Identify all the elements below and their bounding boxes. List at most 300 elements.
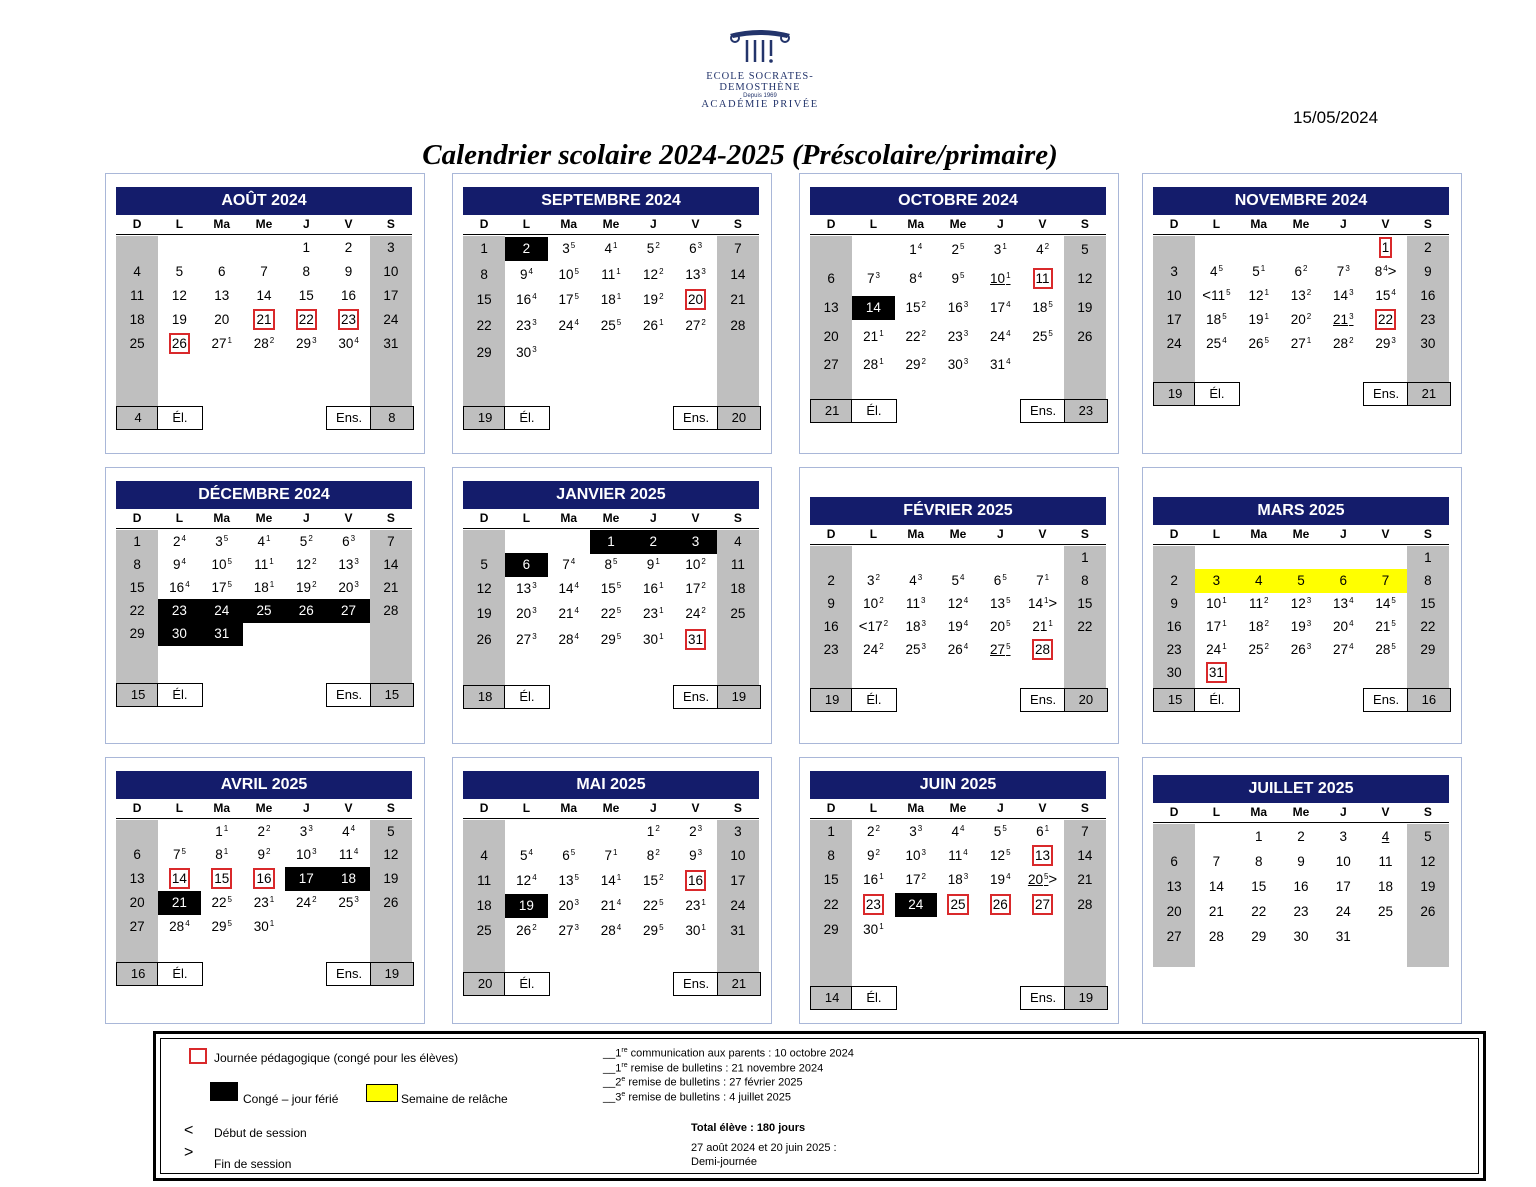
day-cell[interactable]: [1021, 325, 1063, 349]
day-cell[interactable]: [285, 236, 327, 260]
break-day[interactable]: [1322, 569, 1364, 593]
day-cell[interactable]: [158, 576, 200, 600]
day-cell[interactable]: [1407, 615, 1449, 639]
holiday-day[interactable]: [895, 893, 937, 917]
day-cell[interactable]: [505, 602, 547, 626]
day-cell[interactable]: [1322, 875, 1364, 899]
day-cell[interactable]: [979, 615, 1021, 639]
day-cell[interactable]: [1280, 850, 1322, 874]
day-cell[interactable]: [1280, 875, 1322, 899]
day-cell[interactable]: [1407, 546, 1449, 570]
day-cell[interactable]: [505, 628, 547, 652]
break-day[interactable]: [1195, 569, 1237, 593]
day-cell[interactable]: [370, 260, 412, 284]
day-cell[interactable]: [810, 893, 852, 917]
day-cell[interactable]: [1238, 308, 1280, 332]
day-cell[interactable]: [937, 267, 979, 291]
day-cell[interactable]: [158, 530, 200, 554]
day-cell[interactable]: [201, 915, 243, 939]
day-cell[interactable]: [895, 569, 937, 593]
day-cell[interactable]: [158, 260, 200, 284]
day-cell[interactable]: [979, 353, 1021, 377]
day-cell[interactable]: [810, 638, 852, 662]
day-cell[interactable]: [937, 844, 979, 868]
day-cell[interactable]: [674, 553, 716, 577]
day-cell[interactable]: [590, 577, 632, 601]
day-cell[interactable]: [370, 553, 412, 577]
day-cell[interactable]: [1407, 569, 1449, 593]
day-cell[interactable]: [1364, 260, 1406, 284]
day-cell[interactable]: [1364, 638, 1406, 662]
day-cell[interactable]: [1407, 900, 1449, 924]
day-cell[interactable]: [463, 628, 505, 652]
day-cell[interactable]: [937, 325, 979, 349]
holiday-day[interactable]: [674, 530, 716, 554]
day-cell[interactable]: [548, 919, 590, 943]
day-cell[interactable]: [327, 236, 369, 260]
pedagogical-day[interactable]: [674, 288, 716, 312]
day-cell[interactable]: [937, 868, 979, 892]
day-cell[interactable]: [1364, 850, 1406, 874]
day-cell[interactable]: [1153, 850, 1195, 874]
day-cell[interactable]: [1238, 284, 1280, 308]
day-cell[interactable]: [810, 820, 852, 844]
day-cell[interactable]: [158, 915, 200, 939]
day-cell[interactable]: [979, 820, 1021, 844]
day-cell[interactable]: [590, 628, 632, 652]
day-cell[interactable]: [327, 891, 369, 915]
day-cell[interactable]: [1064, 868, 1106, 892]
day-cell[interactable]: [1195, 592, 1237, 616]
day-cell[interactable]: [590, 869, 632, 893]
day-cell[interactable]: [548, 844, 590, 868]
day-cell[interactable]: [717, 237, 759, 261]
day-cell[interactable]: [895, 844, 937, 868]
pedagogical-day[interactable]: [243, 867, 285, 891]
holiday-day[interactable]: [243, 599, 285, 623]
day-cell[interactable]: [1021, 569, 1063, 593]
day-cell[interactable]: [201, 891, 243, 915]
day-cell[interactable]: [370, 599, 412, 623]
day-cell[interactable]: [937, 296, 979, 320]
day-cell[interactable]: [1407, 308, 1449, 332]
day-cell[interactable]: [505, 263, 547, 287]
day-cell[interactable]: [717, 314, 759, 338]
day-cell[interactable]: [285, 576, 327, 600]
day-cell[interactable]: [1064, 592, 1106, 616]
holiday-day[interactable]: [201, 599, 243, 623]
day-cell[interactable]: [717, 919, 759, 943]
day-cell[interactable]: [1238, 875, 1280, 899]
day-cell[interactable]: [717, 894, 759, 918]
day-cell[interactable]: [852, 325, 894, 349]
day-cell[interactable]: [1153, 661, 1195, 685]
day-cell[interactable]: [810, 296, 852, 320]
day-cell[interactable]: [979, 844, 1021, 868]
day-cell[interactable]: [1364, 332, 1406, 356]
day-cell[interactable]: [852, 868, 894, 892]
day-cell[interactable]: [810, 868, 852, 892]
day-cell[interactable]: [632, 894, 674, 918]
holiday-day[interactable]: [590, 530, 632, 554]
day-cell[interactable]: [1280, 825, 1322, 849]
day-cell[interactable]: [1195, 308, 1237, 332]
pedagogical-day[interactable]: [674, 628, 716, 652]
day-cell[interactable]: [548, 894, 590, 918]
day-cell[interactable]: [370, 332, 412, 356]
day-cell[interactable]: [243, 915, 285, 939]
day-cell[interactable]: [852, 638, 894, 662]
day-cell[interactable]: [201, 576, 243, 600]
day-cell[interactable]: [243, 891, 285, 915]
day-cell[interactable]: [116, 530, 158, 554]
day-cell[interactable]: [590, 237, 632, 261]
break-day[interactable]: [1238, 569, 1280, 593]
day-cell[interactable]: [1153, 284, 1195, 308]
pedagogical-day[interactable]: [243, 308, 285, 332]
day-cell[interactable]: [1407, 332, 1449, 356]
day-cell[interactable]: [1322, 638, 1364, 662]
day-cell[interactable]: [1280, 900, 1322, 924]
day-cell[interactable]: [674, 602, 716, 626]
day-cell[interactable]: [463, 237, 505, 261]
day-cell[interactable]: [1021, 615, 1063, 639]
pedagogical-day[interactable]: [1021, 267, 1063, 291]
day-cell[interactable]: [632, 263, 674, 287]
day-cell[interactable]: [370, 284, 412, 308]
pedagogical-day[interactable]: [1021, 893, 1063, 917]
day-cell[interactable]: [463, 341, 505, 365]
day-cell[interactable]: [116, 891, 158, 915]
day-cell[interactable]: [1064, 325, 1106, 349]
day-cell[interactable]: [1322, 615, 1364, 639]
day-cell[interactable]: [1407, 284, 1449, 308]
day-cell[interactable]: [1407, 592, 1449, 616]
holiday-day[interactable]: [327, 599, 369, 623]
day-cell[interactable]: [674, 263, 716, 287]
day-cell[interactable]: [243, 530, 285, 554]
day-cell[interactable]: [1280, 615, 1322, 639]
day-cell[interactable]: [717, 530, 759, 554]
day-cell[interactable]: [717, 820, 759, 844]
day-cell[interactable]: [937, 238, 979, 262]
day-cell[interactable]: [463, 602, 505, 626]
holiday-day[interactable]: [158, 599, 200, 623]
day-cell[interactable]: [810, 918, 852, 942]
day-cell[interactable]: [1364, 284, 1406, 308]
day-cell[interactable]: [852, 592, 894, 616]
day-cell[interactable]: [1364, 592, 1406, 616]
pedagogical-day[interactable]: [1195, 661, 1237, 685]
day-cell[interactable]: [852, 844, 894, 868]
day-cell[interactable]: [1153, 900, 1195, 924]
day-cell[interactable]: [1280, 592, 1322, 616]
day-cell[interactable]: [717, 288, 759, 312]
day-cell[interactable]: [548, 314, 590, 338]
day-cell[interactable]: [548, 602, 590, 626]
pedagogical-day[interactable]: [285, 308, 327, 332]
day-cell[interactable]: [1064, 844, 1106, 868]
holiday-day[interactable]: [505, 553, 547, 577]
day-cell[interactable]: [201, 553, 243, 577]
day-cell[interactable]: [1280, 308, 1322, 332]
day-cell[interactable]: [370, 867, 412, 891]
day-cell[interactable]: [1280, 332, 1322, 356]
pedagogical-day[interactable]: [1364, 236, 1406, 260]
day-cell[interactable]: [201, 843, 243, 867]
day-cell[interactable]: [548, 288, 590, 312]
day-cell[interactable]: [979, 296, 1021, 320]
day-cell[interactable]: [463, 288, 505, 312]
day-cell[interactable]: [1021, 592, 1063, 616]
day-cell[interactable]: [505, 577, 547, 601]
day-cell[interactable]: [1153, 875, 1195, 899]
day-cell[interactable]: [717, 263, 759, 287]
day-cell[interactable]: [895, 325, 937, 349]
day-cell[interactable]: [810, 615, 852, 639]
day-cell[interactable]: [1364, 875, 1406, 899]
report-day[interactable]: [1364, 825, 1406, 849]
day-cell[interactable]: [158, 284, 200, 308]
day-cell[interactable]: [1153, 615, 1195, 639]
day-cell[interactable]: [937, 615, 979, 639]
day-cell[interactable]: [895, 592, 937, 616]
day-cell[interactable]: [1238, 638, 1280, 662]
day-cell[interactable]: [1153, 332, 1195, 356]
day-cell[interactable]: [1280, 638, 1322, 662]
day-cell[interactable]: [674, 844, 716, 868]
day-cell[interactable]: [463, 263, 505, 287]
day-cell[interactable]: [1021, 296, 1063, 320]
day-cell[interactable]: [852, 267, 894, 291]
day-cell[interactable]: [717, 553, 759, 577]
pedagogical-day[interactable]: [201, 867, 243, 891]
day-cell[interactable]: [201, 820, 243, 844]
day-cell[interactable]: [116, 260, 158, 284]
day-cell[interactable]: [285, 891, 327, 915]
report-day[interactable]: [1021, 868, 1063, 892]
day-cell[interactable]: [1322, 592, 1364, 616]
pedagogical-day[interactable]: [1021, 638, 1063, 662]
day-cell[interactable]: [895, 267, 937, 291]
pedagogical-day[interactable]: [937, 893, 979, 917]
day-cell[interactable]: [979, 592, 1021, 616]
day-cell[interactable]: [285, 843, 327, 867]
day-cell[interactable]: [285, 284, 327, 308]
day-cell[interactable]: [548, 577, 590, 601]
day-cell[interactable]: [674, 314, 716, 338]
pedagogical-day[interactable]: [852, 893, 894, 917]
day-cell[interactable]: [632, 869, 674, 893]
day-cell[interactable]: [1280, 284, 1322, 308]
day-cell[interactable]: [285, 820, 327, 844]
day-cell[interactable]: [243, 553, 285, 577]
day-cell[interactable]: [463, 919, 505, 943]
day-cell[interactable]: [674, 919, 716, 943]
day-cell[interactable]: [548, 553, 590, 577]
day-cell[interactable]: [1195, 284, 1237, 308]
day-cell[interactable]: [717, 602, 759, 626]
day-cell[interactable]: [463, 869, 505, 893]
day-cell[interactable]: [1364, 615, 1406, 639]
day-cell[interactable]: [1407, 260, 1449, 284]
day-cell[interactable]: [548, 237, 590, 261]
day-cell[interactable]: [937, 353, 979, 377]
day-cell[interactable]: [1195, 925, 1237, 949]
day-cell[interactable]: [810, 569, 852, 593]
day-cell[interactable]: [1064, 238, 1106, 262]
day-cell[interactable]: [463, 894, 505, 918]
day-cell[interactable]: [116, 915, 158, 939]
day-cell[interactable]: [1322, 260, 1364, 284]
holiday-day[interactable]: [158, 622, 200, 646]
day-cell[interactable]: [1064, 893, 1106, 917]
day-cell[interactable]: [1153, 925, 1195, 949]
day-cell[interactable]: [1064, 820, 1106, 844]
day-cell[interactable]: [116, 576, 158, 600]
day-cell[interactable]: [895, 820, 937, 844]
day-cell[interactable]: [327, 843, 369, 867]
day-cell[interactable]: [1407, 850, 1449, 874]
day-cell[interactable]: [937, 592, 979, 616]
day-cell[interactable]: [285, 530, 327, 554]
day-cell[interactable]: [243, 843, 285, 867]
day-cell[interactable]: [937, 638, 979, 662]
day-cell[interactable]: [717, 844, 759, 868]
day-cell[interactable]: [810, 353, 852, 377]
day-cell[interactable]: [1064, 296, 1106, 320]
day-cell[interactable]: [116, 867, 158, 891]
day-cell[interactable]: [463, 577, 505, 601]
day-cell[interactable]: [1407, 875, 1449, 899]
day-cell[interactable]: [327, 530, 369, 554]
day-cell[interactable]: [1238, 332, 1280, 356]
day-cell[interactable]: [1322, 284, 1364, 308]
break-day[interactable]: [1364, 569, 1406, 593]
day-cell[interactable]: [1153, 308, 1195, 332]
day-cell[interactable]: [1195, 615, 1237, 639]
day-cell[interactable]: [1280, 925, 1322, 949]
day-cell[interactable]: [632, 919, 674, 943]
holiday-day[interactable]: [852, 296, 894, 320]
day-cell[interactable]: [1238, 925, 1280, 949]
day-cell[interactable]: [1021, 238, 1063, 262]
break-day[interactable]: [1280, 569, 1322, 593]
report-day[interactable]: [979, 638, 1021, 662]
day-cell[interactable]: [116, 622, 158, 646]
day-cell[interactable]: [327, 260, 369, 284]
day-cell[interactable]: [370, 891, 412, 915]
day-cell[interactable]: [1238, 900, 1280, 924]
day-cell[interactable]: [632, 628, 674, 652]
day-cell[interactable]: [505, 844, 547, 868]
day-cell[interactable]: [505, 314, 547, 338]
day-cell[interactable]: [895, 353, 937, 377]
day-cell[interactable]: [463, 314, 505, 338]
day-cell[interactable]: [895, 296, 937, 320]
day-cell[interactable]: [632, 553, 674, 577]
day-cell[interactable]: [674, 237, 716, 261]
day-cell[interactable]: [158, 843, 200, 867]
day-cell[interactable]: [852, 820, 894, 844]
day-cell[interactable]: [327, 284, 369, 308]
day-cell[interactable]: [937, 820, 979, 844]
day-cell[interactable]: [979, 238, 1021, 262]
day-cell[interactable]: [1153, 569, 1195, 593]
day-cell[interactable]: [370, 820, 412, 844]
day-cell[interactable]: [590, 314, 632, 338]
pedagogical-day[interactable]: [1021, 844, 1063, 868]
day-cell[interactable]: [1195, 900, 1237, 924]
day-cell[interactable]: [285, 332, 327, 356]
day-cell[interactable]: [1407, 236, 1449, 260]
day-cell[interactable]: [979, 569, 1021, 593]
holiday-day[interactable]: [632, 530, 674, 554]
day-cell[interactable]: [810, 844, 852, 868]
day-cell[interactable]: [1322, 850, 1364, 874]
day-cell[interactable]: [116, 843, 158, 867]
day-cell[interactable]: [674, 894, 716, 918]
day-cell[interactable]: [370, 236, 412, 260]
pedagogical-day[interactable]: [674, 869, 716, 893]
report-day[interactable]: [1322, 308, 1364, 332]
day-cell[interactable]: [158, 553, 200, 577]
day-cell[interactable]: [505, 919, 547, 943]
day-cell[interactable]: [1021, 820, 1063, 844]
day-cell[interactable]: [895, 638, 937, 662]
day-cell[interactable]: [1280, 260, 1322, 284]
day-cell[interactable]: [158, 308, 200, 332]
day-cell[interactable]: [201, 284, 243, 308]
pedagogical-day[interactable]: [327, 308, 369, 332]
day-cell[interactable]: [632, 820, 674, 844]
day-cell[interactable]: [370, 530, 412, 554]
day-cell[interactable]: [1153, 592, 1195, 616]
day-cell[interactable]: [1064, 615, 1106, 639]
day-cell[interactable]: [1407, 638, 1449, 662]
day-cell[interactable]: [852, 615, 894, 639]
day-cell[interactable]: [852, 353, 894, 377]
day-cell[interactable]: [243, 576, 285, 600]
day-cell[interactable]: [1322, 925, 1364, 949]
day-cell[interactable]: [463, 844, 505, 868]
day-cell[interactable]: [327, 820, 369, 844]
day-cell[interactable]: [632, 288, 674, 312]
day-cell[interactable]: [632, 237, 674, 261]
day-cell[interactable]: [674, 820, 716, 844]
day-cell[interactable]: [1195, 260, 1237, 284]
pedagogical-day[interactable]: [158, 867, 200, 891]
day-cell[interactable]: [1322, 332, 1364, 356]
day-cell[interactable]: [979, 325, 1021, 349]
day-cell[interactable]: [327, 553, 369, 577]
day-cell[interactable]: [116, 284, 158, 308]
day-cell[interactable]: [285, 553, 327, 577]
day-cell[interactable]: [852, 918, 894, 942]
day-cell[interactable]: [590, 553, 632, 577]
pedagogical-day[interactable]: [1364, 308, 1406, 332]
day-cell[interactable]: [1322, 825, 1364, 849]
day-cell[interactable]: [810, 592, 852, 616]
day-cell[interactable]: [590, 602, 632, 626]
day-cell[interactable]: [1195, 875, 1237, 899]
day-cell[interactable]: [548, 869, 590, 893]
day-cell[interactable]: [1407, 825, 1449, 849]
day-cell[interactable]: [327, 576, 369, 600]
day-cell[interactable]: [1364, 900, 1406, 924]
day-cell[interactable]: [674, 577, 716, 601]
day-cell[interactable]: [717, 869, 759, 893]
